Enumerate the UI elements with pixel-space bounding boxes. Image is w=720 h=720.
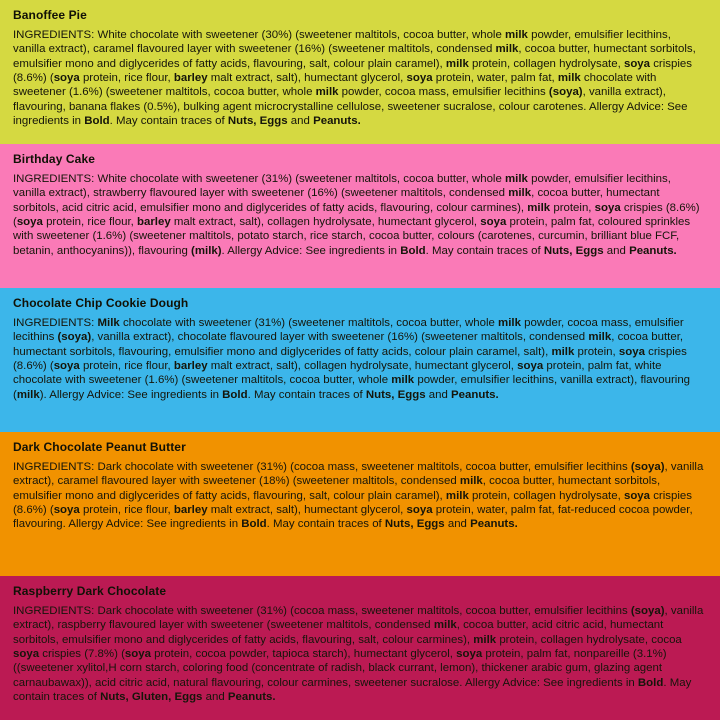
ingredients-text: INGREDIENTS: Milk chocolate with sweetener (31%) (sweetener maltitols, cocoa butter, whole milk powder, cocoa mass, emulsifier lecithins (soya), vanilla extract), chocolate flavoured layer with sweetener (16%) (sweetener maltitols, condensed milk, cocoa butter, humectant sorbitols, flavouring, emulsifier mono and diglycerides of fatty acids, colour plain caramel, salt), milk protein, soya crispies (8.6%) (soya protein, rice flour, barley malt extract, salt), collagen hydrolysate, humectant glycerol, soya protein, palm fat, white chocolate with sweetener (1.6%) (sweetener maltitols, cocoa butter, whole milk powder, emulsifier lecithins, vanilla extract), flavouring (milk). Allergy Advice: See ingredients in Bold. May contain traces of Nuts, Eggs and Peanuts.	[13, 317, 691, 401]
ingredients-text: INGREDIENTS: Dark chocolate with sweetener (31%) (cocoa mass, sweetener maltitols, cocoa butter, emulsifier lecithins (soya), vanilla extract), raspberry flavoured layer with sweetener (sweetener maltitols, condensed milk, cocoa butter, acid citric acid, humectant sorbitols, emulsifier mono and diglycerides of fatty acids, flavouring, salt, colour carmines), milk protein, collagen hydrolysate, cocoa soya crispies (7.8%) (soya protein, cocoa powder, tapioca starch), humectant glycerol, soya protein, palm fat, nonpareille (3.1%) ((sweetener xylitol,H corn starch, coloring food (concentrate of radish, black currant, lemon), thickener arabic gum, glazing agent carnaubawax)), acid citric acid, natural flavouring, colour carmines, sweetener sucralose. Allergy Advice: See ingredients in Bold. May contain traces of Nuts, Gluten, Eggs and Peanuts.	[13, 605, 704, 704]
flavour-title: Raspberry Dark Chocolate	[13, 584, 167, 598]
flavour-section-banoffee-pie	[0, 0, 720, 144]
flavour-title: Dark Chocolate Peanut Butter	[13, 440, 186, 454]
flavour-title: Banoffee Pie	[13, 8, 87, 22]
flavour-section-raspberry-dark-chocolate	[0, 576, 720, 720]
ingredients-text: INGREDIENTS: White chocolate with sweetener (31%) (sweetener maltitols, cocoa butter, whole milk powder, emulsifier lecithins, vanilla extract), strawberry flavoured layer with sweetener (16%) (sweetener maltitols, condensed milk, cocoa butter, humectant sorbitols, acid citric acid, emulsifier mono and diglycerides of fatty acids, flavouring, colour carmines), milk protein, soya crispies (8.6%) (soya protein, rice flour, barley malt extract, salt), collagen hydrolysate, humectant glycerol, soya protein, palm fat, coloured sprinkles with sweetener (1.6%) (sweetener maltitols, potato starch, rice starch, cocoa butter, colours (carotenes, curcumin, brilliant blue FCF, betanin, anthocyanins)), flavouring (milk). Allergy Advice: See ingredients in Bold. May contain traces of Nuts, Eggs and Peanuts.	[13, 173, 700, 257]
flavour-section-chocolate-chip-cookie-dough	[0, 288, 720, 432]
flavour-section-dark-chocolate-peanut-butter	[0, 432, 720, 576]
flavour-title: Chocolate Chip Cookie Dough	[13, 296, 189, 310]
ingredients-text: INGREDIENTS: Dark chocolate with sweetener (31%) (cocoa mass, sweetener maltitols, cocoa butter, emulsifier lecithins (soya), vanilla extract), caramel flavoured layer with sweetener (18%) (sweetener maltitols, condensed milk, cocoa butter, humectant sorbitols, emulsifier mono and diglycerides of fatty acids, flavouring, salt, colour plain caramel), milk protein, collagen hydrolysate, soya crispies (8.6%) (soya protein, rice flour, barley malt extract, salt), humectant glycerol, soya protein, water, palm fat, fat-reduced cocoa powder, flavouring. Allergy Advice: See ingredients in Bold. May contain traces of Nuts, Eggs and Peanuts.	[13, 461, 704, 531]
flavour-title: Birthday Cake	[13, 152, 95, 166]
flavour-section-birthday-cake	[0, 144, 720, 288]
ingredients-text: INGREDIENTS: White chocolate with sweetener (30%) (sweetener maltitols, cocoa butter, whole milk powder, emulsifier lecithins, vanilla extract), caramel flavoured layer with sweetener (16%) (sweetener maltitols, condensed milk, cocoa butter, humectant sorbitols, emulsifier mono and diglycerides of fatty acids, flavouring, salt, colour plain caramel), milk protein, collagen hydrolysate, soya crispies (8.6%) (soya protein, rice flour, barley malt extract, salt), humectant glycerol, soya protein, water, palm fat, milk chocolate with sweetener (1.6%) (sweetener maltitols, cocoa butter, whole milk powder, cocoa mass, emulsifier lecithins (soya), vanilla extract), flavouring, banana flakes (0.5%), bulking agent microcrystalline cellulose, sweetener sucralose, colour carotenes. Allergy Advice: See ingredients in Bold. May contain traces of Nuts, Eggs and Peanuts.	[13, 29, 696, 128]
